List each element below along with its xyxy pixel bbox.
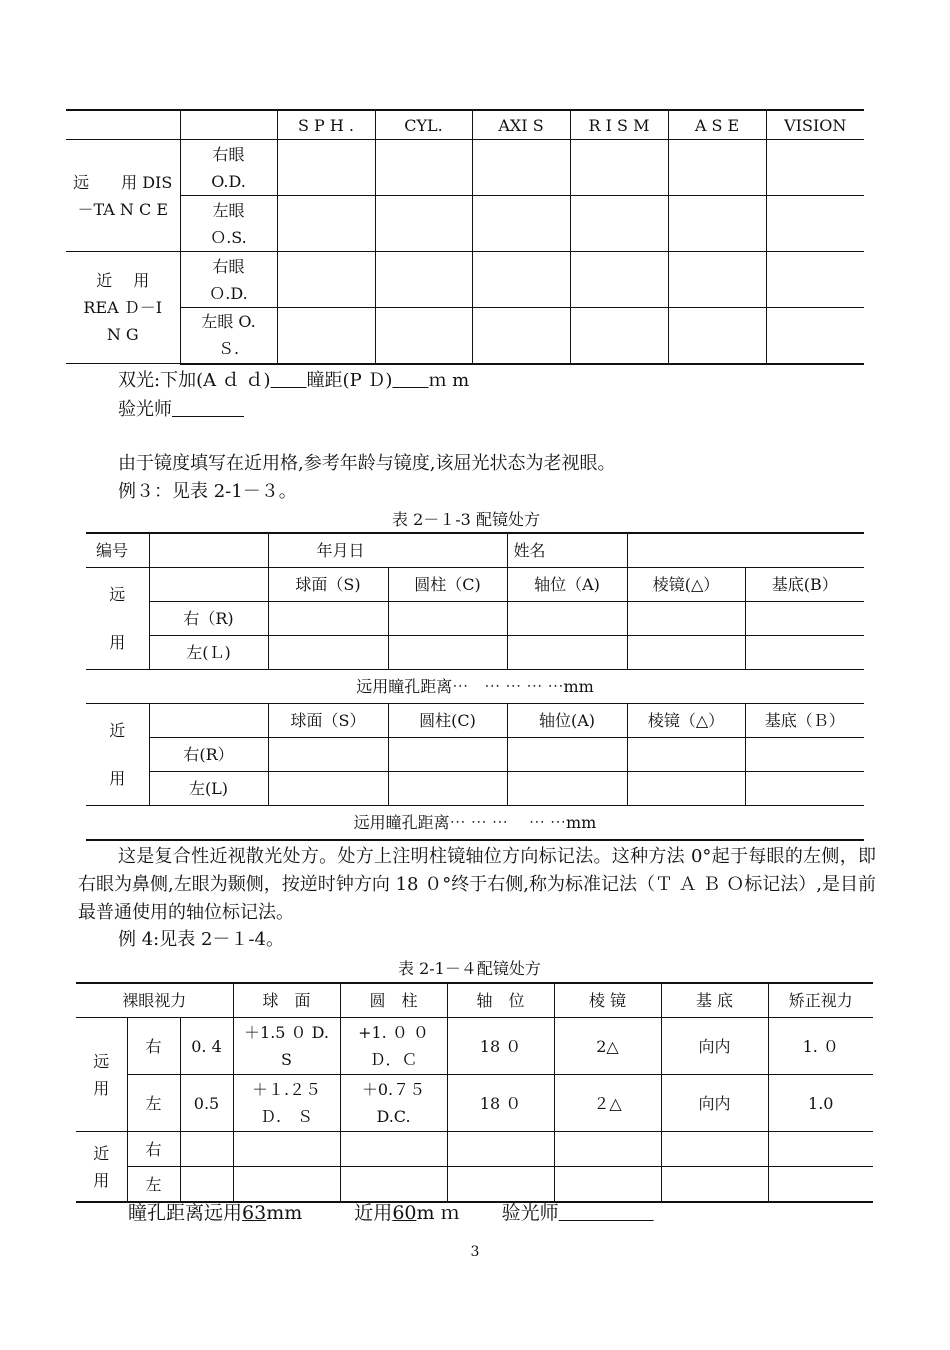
eye-label: 右 [127,1018,180,1075]
table-header-row [66,110,864,140]
header-cell: VISION [766,110,864,140]
header-cell: 棱镜（△） [627,704,745,738]
base-cell: 向内 [661,1075,768,1132]
table-row [86,533,864,568]
table-caption: 表 2-1－４配镜处方 [398,959,541,978]
os-label: 左眼 O. Ｓ. [180,308,277,364]
table-row [76,1075,873,1132]
eye-label: 左(L) [149,772,268,806]
header-cell: S P H . [277,110,375,140]
bifocal-line: 双光:下加(A ｄ ｄ) 瞳距(P Ｄ) ｍ m [118,370,470,391]
va-cell: 0.5 [180,1075,233,1132]
table-row [76,1132,873,1167]
header-cell: 球面（S) [268,568,388,602]
header-cell: 基底(B） [745,568,864,602]
header-cell [66,110,180,140]
table-row [86,568,864,602]
table-row [86,636,864,670]
header-cell: 球面（S） [268,704,388,738]
paragraph: 这是复合性近视散光处方。处方上注明柱镜轴位方向标记法。这种方法 0°起于每眼的左侧，即右眼为鼻侧,左眼为颞侧，按逆时钟方向 18 ０°终于右侧,称为标准记法（Ｔ Ａ Ｂ Ｏ标记法）,是目前最普通使用的轴位标记法。 [78,846,876,923]
table-row [66,140,864,196]
eye-label: 左 [127,1075,180,1132]
cva-cell: 1.0 [768,1075,873,1132]
prescription-table-1 [66,109,864,365]
prescription-table-2 [86,532,864,841]
header-cell: 基底（Ｂ） [745,704,864,738]
axis-cell: 18 ０ [447,1075,554,1132]
header-cell: 轴位（A) [507,568,627,602]
far-label: 远 用 [86,568,149,670]
table-header-row [76,983,873,1018]
table-row [66,308,864,364]
table-caption: 表 2－１-3 配镜处方 [392,510,540,529]
eye-label: 右(R） [149,738,268,772]
header-cell [180,110,277,140]
axis-cell: 18 ０ [447,1018,554,1075]
base-cell: 向内 [661,1018,768,1075]
near-label: 近 用 [86,704,149,806]
header-cell: 圆 柱 [340,983,447,1018]
page-number: 3 [470,1244,480,1260]
pd-line: 瞳孔距离远用63mm 近用60m ｍ 验光师 [128,1200,654,1226]
number-label: 编号 [86,533,149,568]
cva-cell: 1. ０ [768,1018,873,1075]
table-row [76,1018,873,1075]
pd-far-row: 远用瞳孔距离⋯ ⋯ ⋯ ⋯ ⋯mm [86,670,864,704]
reading-label: 近 用 REA Ｄ－I N G [66,252,180,364]
cyl-cell: ＋0.７５ D.C. [340,1075,447,1132]
header-cell: 轴位(A) [507,704,627,738]
table-row [86,670,864,704]
table-row [76,1167,873,1203]
optometrist-line: 验光师 [118,397,244,423]
add-blank [271,370,307,391]
os-label: 左眼 Ｏ.S. [180,196,277,252]
prism-cell: ２△ [554,1075,661,1132]
header-cell: 球 面 [233,983,340,1018]
header-cell: 矫正视力 [768,983,873,1018]
near-label: 近 用 [76,1132,127,1203]
od-label: 右眼 Ｏ.D. [180,252,277,308]
example-label: 例 4:见表 2－１-4。 [118,929,284,950]
header-cell: R I S M [570,110,668,140]
eye-label: 右 [127,1132,180,1167]
optometrist-blank [172,399,244,420]
table-row [86,704,864,738]
od-label: 右眼 O.D. [180,140,277,196]
header-cell: CYL. [375,110,472,140]
date-label: 年月日 [316,541,365,560]
distance-label: 远 用 DIS－TA N C E [66,140,180,252]
paragraph: 由于镜度填写在近用格,参考年龄与镜度,该屈光状态为老视眼。 [118,453,616,474]
cyl-cell: +1. ０ ０ Ｄ．Ｃ [340,1018,447,1075]
header-cell: 裸眼视力 [76,983,233,1018]
header-cell: 轴 位 [447,983,554,1018]
header-cell: AXI S [472,110,570,140]
eye-label: 左(Ｌ) [149,636,268,670]
eye-label: 右（R) [149,602,268,636]
header-cell: 圆柱（C) [388,568,507,602]
header-cell: 棱镜(△） [627,568,745,602]
va-cell: 0. 4 [180,1018,233,1075]
far-label: 远 用 [76,1018,127,1132]
example-label: 例３：见表 2-1－３。 [118,481,297,502]
header-cell: 基 底 [661,983,768,1018]
prescription-table-3 [76,982,873,1203]
far-pd-value: 63 [242,1202,267,1224]
eye-label: 左 [127,1167,180,1203]
table-row [86,602,864,636]
sph-cell: ＋１.２５ Ｄ. Ｓ [233,1075,340,1132]
name-label: 姓名 [507,533,627,568]
table-row [66,196,864,252]
optometrist-blank [559,1202,654,1224]
near-pd-value: 60 [392,1202,417,1224]
prism-cell: 2△ [554,1018,661,1075]
header-cell: 棱 镜 [554,983,661,1018]
table-row [86,772,864,806]
sph-cell: ＋1.5 ０ D. S [233,1018,340,1075]
header-cell: 圆柱(C) [388,704,507,738]
table-row [66,252,864,308]
pd-blank [392,370,428,391]
table-row [86,738,864,772]
header-cell: A S E [668,110,766,140]
table-row [86,806,864,841]
pd-near-row: 远用瞳孔距离⋯ ⋯ ⋯ ⋯ ⋯mm [86,806,864,841]
